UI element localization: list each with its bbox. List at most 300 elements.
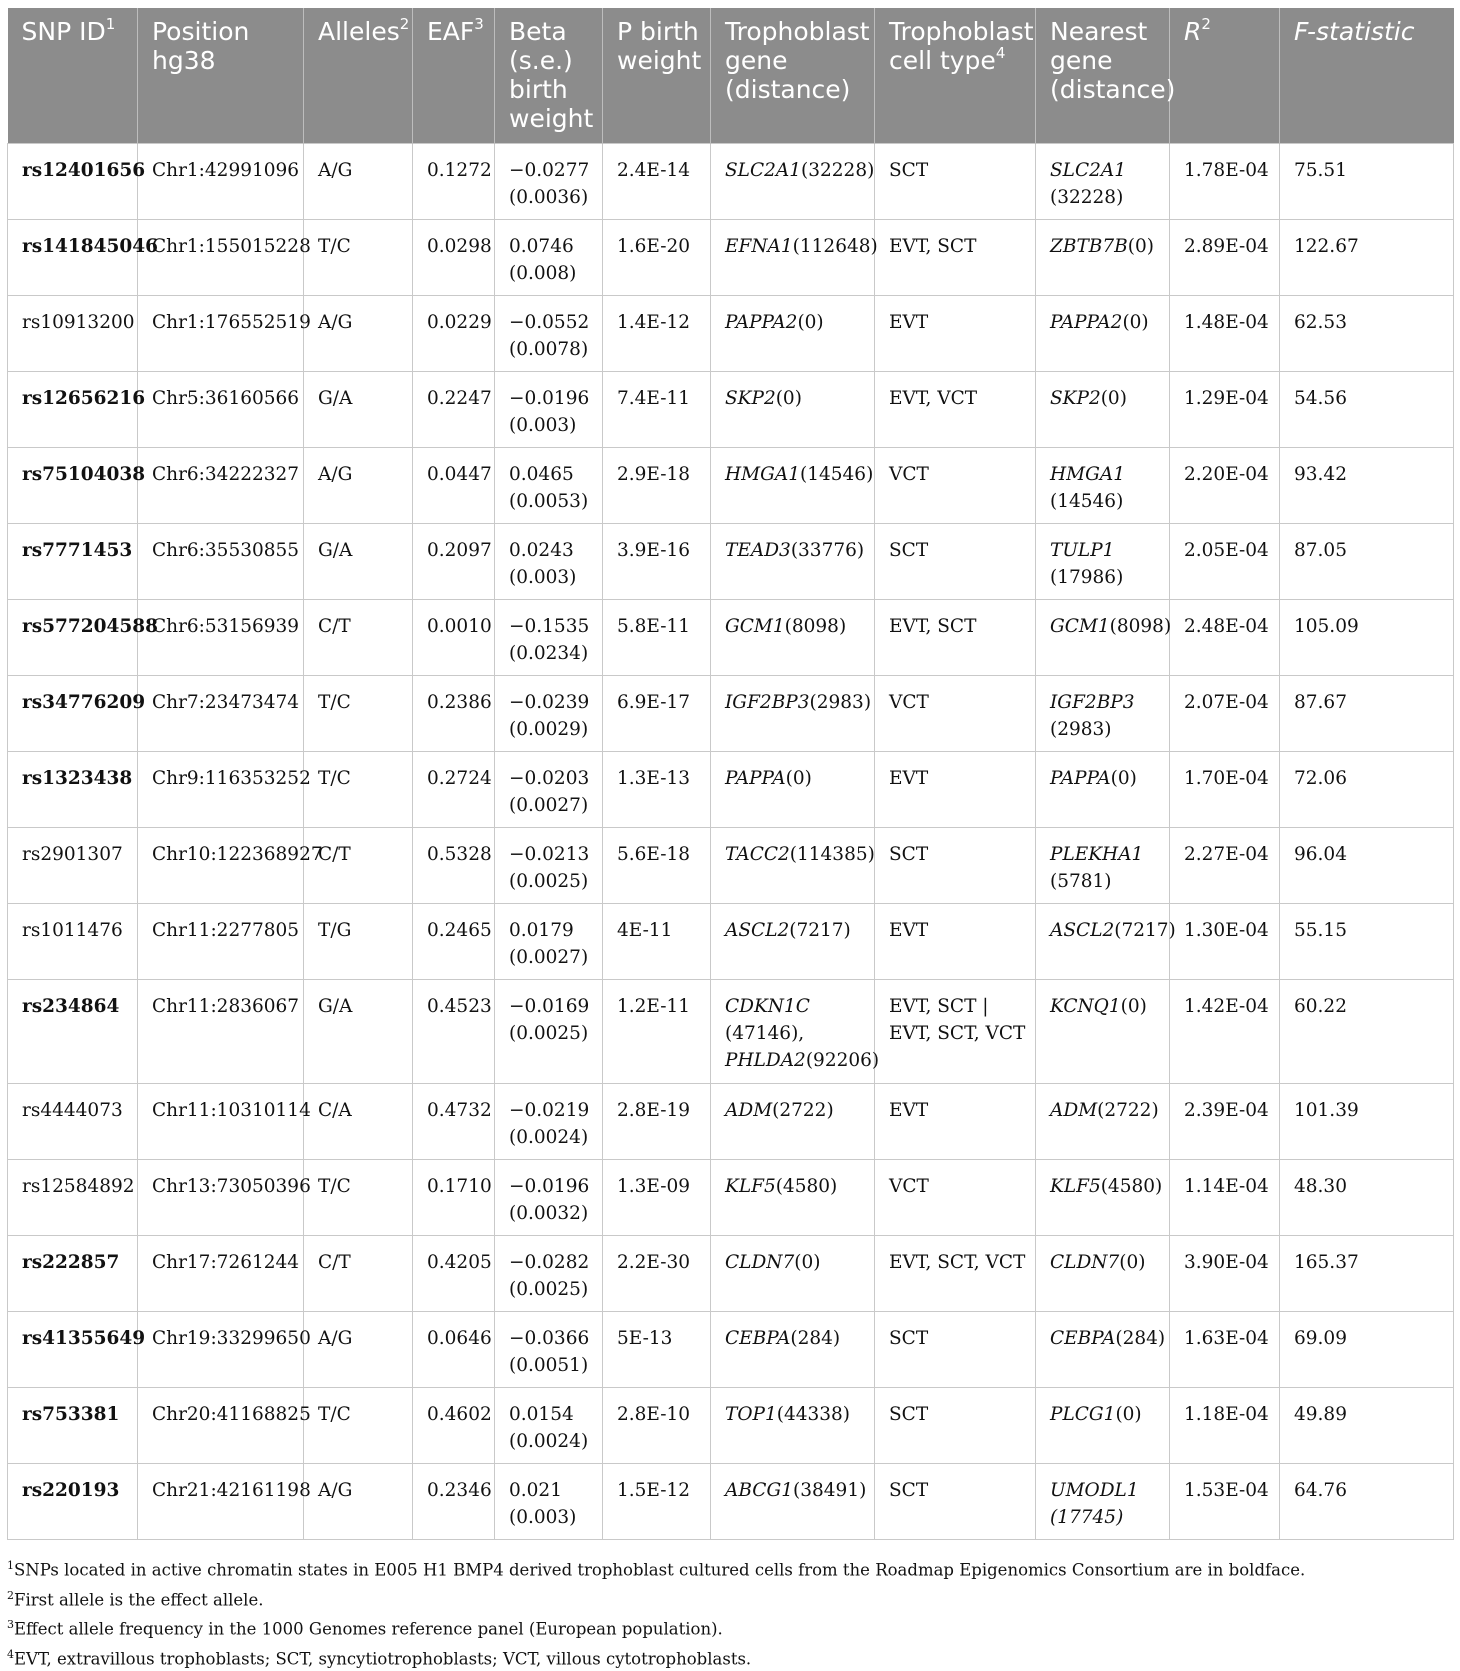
- column-header-text: R: [1184, 17, 1201, 46]
- cell-type: SCT: [889, 844, 928, 865]
- r2-cell: [1170, 448, 1280, 524]
- trophoblast-gene-distance: (32228): [801, 160, 874, 181]
- alleles: C/T: [318, 616, 351, 637]
- trophoblast-gene: EFNA1: [725, 236, 793, 257]
- beta-se: (0.0051): [509, 1355, 588, 1376]
- position-cell: [138, 296, 304, 372]
- trophoblast-gene-cell: [711, 1312, 875, 1388]
- nearest-gene-cell: [1036, 600, 1170, 676]
- nearest-gene-cell: [1036, 1388, 1170, 1464]
- beta-cell: [495, 828, 603, 904]
- footnote: [7, 1612, 1453, 1642]
- position-cell: [138, 1236, 304, 1312]
- r2-cell: [1170, 676, 1280, 752]
- position-cell: [138, 676, 304, 752]
- nearest-gene: PAPPA: [1050, 768, 1111, 789]
- nearest-gene-cell: [1036, 372, 1170, 448]
- f-statistic-cell: [1280, 1312, 1454, 1388]
- position-cell: [138, 600, 304, 676]
- eaf-cell: [413, 676, 495, 752]
- footnote-text: First allele is the effect allele.: [14, 1590, 263, 1609]
- p-value-cell: [603, 1160, 711, 1236]
- column-header-text: F-statistic: [1294, 17, 1414, 46]
- p-value: 1.2E-11: [617, 996, 690, 1017]
- p-value-cell: [603, 448, 711, 524]
- nearest-gene-distance: (0): [1119, 1252, 1145, 1273]
- beta: −0.0213: [509, 844, 589, 865]
- p-value: 2.4E-14: [617, 160, 690, 181]
- nearest-gene-cell: [1036, 1464, 1170, 1540]
- snp-id-cell: [8, 1236, 138, 1312]
- trophoblast-gene-distance: (8098): [785, 616, 847, 637]
- beta-cell: [495, 752, 603, 828]
- eaf: 0.0298: [427, 236, 492, 257]
- f-statistic-cell: [1280, 296, 1454, 372]
- beta-se: (0.0027): [509, 947, 588, 968]
- snp-id-cell: [8, 220, 138, 296]
- snp-table: [7, 8, 1454, 1540]
- column-header-text: Nearest gene (distance): [1050, 17, 1175, 104]
- eaf-cell: [413, 980, 495, 1084]
- column-header: [1170, 8, 1280, 144]
- cell-type: EVT: [889, 768, 928, 789]
- snp-id: rs222857: [22, 1252, 119, 1273]
- r2: 1.78E-04: [1184, 160, 1269, 181]
- position: Chr20:41168825: [152, 1404, 311, 1425]
- cell-type: SCT: [889, 540, 928, 561]
- f-statistic-cell: [1280, 980, 1454, 1084]
- position: Chr17:7261244: [152, 1252, 299, 1273]
- column-header: [413, 8, 495, 144]
- snp-id-cell: [8, 448, 138, 524]
- beta-cell: [495, 448, 603, 524]
- trophoblast-gene-distance: (33776): [791, 540, 864, 561]
- r2: 1.53E-04: [1184, 1480, 1269, 1501]
- beta-cell: [495, 144, 603, 220]
- beta: −0.0282: [509, 1252, 589, 1273]
- trophoblast-gene-distance: (44338): [777, 1404, 850, 1425]
- snp-id: rs12656216: [22, 388, 145, 409]
- snp-id-cell: [8, 1464, 138, 1540]
- f-statistic-cell: [1280, 1160, 1454, 1236]
- beta-cell: [495, 1312, 603, 1388]
- table-row: [8, 980, 1454, 1084]
- snp-id-cell: [8, 296, 138, 372]
- position-cell: [138, 372, 304, 448]
- column-header: [711, 8, 875, 144]
- nearest-gene-distance: (0): [1115, 1404, 1141, 1425]
- alleles-cell: [304, 448, 413, 524]
- snp-id: rs10913200: [22, 312, 135, 333]
- p-value: 2.8E-10: [617, 1404, 690, 1425]
- f-statistic-cell: [1280, 372, 1454, 448]
- f-statistic: 165.37: [1294, 1252, 1359, 1273]
- eaf-cell: [413, 448, 495, 524]
- nearest-gene-cell: [1036, 904, 1170, 980]
- p-value-cell: [603, 1084, 711, 1160]
- nearest-gene: CLDN7: [1050, 1252, 1119, 1273]
- snp-id-cell: [8, 904, 138, 980]
- p-value: 2.2E-30: [617, 1252, 690, 1273]
- r2-cell: [1170, 980, 1280, 1084]
- r2: 1.29E-04: [1184, 388, 1269, 409]
- eaf: 0.0447: [427, 464, 492, 485]
- trophoblast-gene: ADM: [725, 1100, 772, 1121]
- trophoblast-gene: ASCL2: [725, 920, 789, 941]
- beta: 0.0243: [509, 540, 574, 561]
- cell-type: EVT, SCT: [889, 616, 976, 637]
- f-statistic-cell: [1280, 448, 1454, 524]
- cell-type: EVT, SCT: [889, 236, 976, 257]
- alleles: T/C: [318, 692, 351, 713]
- table-container: [7, 8, 1453, 1540]
- alleles: T/C: [318, 768, 351, 789]
- alleles-cell: [304, 600, 413, 676]
- r2: 1.70E-04: [1184, 768, 1269, 789]
- trophoblast-gene-distance: (0): [776, 388, 802, 409]
- trophoblast-gene-distance: (114385): [790, 844, 875, 865]
- footnote-marker: 1: [7, 1559, 14, 1572]
- trophoblast-gene-cell: [711, 1464, 875, 1540]
- snp-id-cell: [8, 980, 138, 1084]
- alleles-cell: [304, 1388, 413, 1464]
- nearest-gene-distance: (0): [1111, 768, 1137, 789]
- snp-id: rs141845046: [22, 236, 158, 257]
- f-statistic: 69.09: [1294, 1328, 1347, 1349]
- cell-type: EVT: [889, 1100, 928, 1121]
- column-header-text: Beta (s.e.) birth weight: [509, 17, 593, 133]
- trophoblast-gene: CEBPA: [725, 1328, 790, 1349]
- p-value-cell: [603, 1388, 711, 1464]
- cell-type-cell: [875, 752, 1036, 828]
- r2-cell: [1170, 752, 1280, 828]
- trophoblast-gene: KLF5: [725, 1176, 776, 1197]
- column-header-sup: 3: [474, 15, 484, 33]
- cell-type: EVT: [889, 312, 928, 333]
- cell-type: EVT, SCT, VCT: [889, 1252, 1025, 1273]
- cell-type-cell: [875, 448, 1036, 524]
- trophoblast-gene-cell: [711, 828, 875, 904]
- snp-id: rs12401656: [22, 160, 145, 181]
- alleles: G/A: [318, 388, 352, 409]
- nearest-gene: PLCG1: [1050, 1404, 1115, 1425]
- nearest-gene-cell: [1036, 524, 1170, 600]
- alleles-cell: [304, 980, 413, 1084]
- snp-id: rs2901307: [22, 844, 123, 865]
- beta: −0.0203: [509, 768, 589, 789]
- r2-cell: [1170, 1464, 1280, 1540]
- footnotes: [7, 1553, 1453, 1671]
- beta: −0.0219: [509, 1100, 589, 1121]
- beta-cell: [495, 220, 603, 296]
- alleles-cell: [304, 1464, 413, 1540]
- f-statistic: 122.67: [1294, 236, 1359, 257]
- cell-type: VCT: [889, 692, 929, 713]
- position-cell: [138, 448, 304, 524]
- p-value-cell: [603, 220, 711, 296]
- eaf: 0.2097: [427, 540, 492, 561]
- alleles: C/T: [318, 1252, 351, 1273]
- eaf-cell: [413, 904, 495, 980]
- beta-se: (0.003): [509, 1507, 576, 1528]
- p-value: 6.9E-17: [617, 692, 690, 713]
- nearest-gene-cell: [1036, 1312, 1170, 1388]
- p-value: 7.4E-11: [617, 388, 690, 409]
- trophoblast-gene: GCM1: [725, 616, 785, 637]
- position: Chr21:42161198: [152, 1480, 311, 1501]
- table-row: [8, 144, 1454, 220]
- position-cell: [138, 1464, 304, 1540]
- alleles: T/C: [318, 236, 351, 257]
- eaf: 0.2386: [427, 692, 492, 713]
- table-row: [8, 1312, 1454, 1388]
- trophoblast-gene-distance: (14546): [800, 464, 873, 485]
- eaf: 0.4205: [427, 1252, 492, 1273]
- f-statistic-cell: [1280, 904, 1454, 980]
- r2-cell: [1170, 1388, 1280, 1464]
- position: Chr13:73050396: [152, 1176, 311, 1197]
- snp-id: rs753381: [22, 1404, 119, 1425]
- snp-id-cell: [8, 524, 138, 600]
- nearest-gene: UMODL1: [1050, 1480, 1139, 1501]
- nearest-gene-distance: (0): [1128, 236, 1154, 257]
- position-cell: [138, 1388, 304, 1464]
- table-row: [8, 752, 1454, 828]
- snp-id-cell: [8, 144, 138, 220]
- p-value: 2.8E-19: [617, 1100, 690, 1121]
- r2-cell: [1170, 600, 1280, 676]
- nearest-gene-distance: (14546): [1050, 491, 1123, 512]
- nearest-gene-cell: [1036, 296, 1170, 372]
- eaf-cell: [413, 1084, 495, 1160]
- position-cell: [138, 524, 304, 600]
- trophoblast-gene-distance: (0): [786, 768, 812, 789]
- p-value: 5.8E-11: [617, 616, 690, 637]
- r2-cell: [1170, 524, 1280, 600]
- trophoblast-gene-cell: [711, 1236, 875, 1312]
- table-row: [8, 1160, 1454, 1236]
- f-statistic-cell: [1280, 220, 1454, 296]
- p-value-cell: [603, 372, 711, 448]
- snp-id: rs577204588: [22, 616, 158, 637]
- alleles-cell: [304, 1312, 413, 1388]
- nearest-gene-distance: (32228): [1050, 187, 1123, 208]
- p-value-cell: [603, 600, 711, 676]
- alleles-cell: [304, 676, 413, 752]
- nearest-gene: SLC2A1: [1050, 160, 1126, 181]
- r2-cell: [1170, 372, 1280, 448]
- alleles-cell: [304, 296, 413, 372]
- alleles: A/G: [318, 464, 352, 485]
- eaf: 0.4523: [427, 996, 492, 1017]
- position: Chr11:2277805: [152, 920, 299, 941]
- nearest-gene: SKP2: [1050, 388, 1101, 409]
- position: Chr1:42991096: [152, 160, 299, 181]
- f-statistic: 75.51: [1294, 160, 1347, 181]
- trophoblast-gene-cell: [711, 752, 875, 828]
- p-value-cell: [603, 524, 711, 600]
- cell-type: EVT, VCT: [889, 388, 977, 409]
- trophoblast-gene-distance: (2983): [810, 692, 872, 713]
- position: Chr6:53156939: [152, 616, 299, 637]
- trophoblast-gene-cell: [711, 1084, 875, 1160]
- alleles: G/A: [318, 540, 352, 561]
- f-statistic: 48.30: [1294, 1176, 1347, 1197]
- trophoblast-gene-cell: [711, 600, 875, 676]
- column-header: [1036, 8, 1170, 144]
- p-value-cell: [603, 828, 711, 904]
- nearest-gene-distance: (7217): [1114, 920, 1176, 941]
- footnote-marker: 2: [7, 1589, 14, 1602]
- nearest-gene-cell: [1036, 1160, 1170, 1236]
- nearest-gene: ASCL2: [1050, 920, 1114, 941]
- column-header: [1280, 8, 1454, 144]
- alleles: A/G: [318, 1480, 352, 1501]
- position: Chr11:10310114: [152, 1100, 311, 1121]
- cell-type: SCT: [889, 1404, 928, 1425]
- r2: 2.89E-04: [1184, 236, 1269, 257]
- cell-type-cell: [875, 1236, 1036, 1312]
- snp-id: rs41355649: [22, 1328, 145, 1349]
- trophoblast-gene-2-distance: (92206): [806, 1050, 879, 1071]
- f-statistic-cell: [1280, 1388, 1454, 1464]
- cell-type: VCT: [889, 464, 929, 485]
- nearest-gene-cell: [1036, 448, 1170, 524]
- nearest-gene-cell: [1036, 676, 1170, 752]
- position: Chr1:176552519: [152, 312, 311, 333]
- table-row: [8, 828, 1454, 904]
- column-header-text: EAF: [427, 17, 474, 46]
- table-row: [8, 524, 1454, 600]
- trophoblast-gene-distance: (38491): [793, 1480, 866, 1501]
- footnote: [7, 1642, 1453, 1671]
- position: Chr9:116353252: [152, 768, 311, 789]
- nearest-gene-distance: (17745): [1050, 1507, 1123, 1528]
- p-value: 2.9E-18: [617, 464, 690, 485]
- trophoblast-gene: HMGA1: [725, 464, 800, 485]
- snp-id-cell: [8, 1388, 138, 1464]
- trophoblast-gene-cell: [711, 296, 875, 372]
- beta-cell: [495, 904, 603, 980]
- table-row: [8, 1464, 1454, 1540]
- cell-type-cell: [875, 1312, 1036, 1388]
- nearest-gene-distance: (2983): [1050, 719, 1112, 740]
- r2: 1.18E-04: [1184, 1404, 1269, 1425]
- alleles: A/G: [318, 312, 352, 333]
- nearest-gene-cell: [1036, 220, 1170, 296]
- trophoblast-gene: CLDN7: [725, 1252, 794, 1273]
- beta-se: (0.0053): [509, 491, 588, 512]
- eaf: 0.0010: [427, 616, 492, 637]
- position-cell: [138, 1312, 304, 1388]
- table-row: [8, 220, 1454, 296]
- f-statistic-cell: [1280, 524, 1454, 600]
- alleles-cell: [304, 220, 413, 296]
- column-header-sup: 1: [106, 15, 116, 33]
- beta-se: (0.0025): [509, 1023, 588, 1044]
- trophoblast-gene-distance: (284): [790, 1328, 840, 1349]
- nearest-gene: ADM: [1050, 1100, 1097, 1121]
- beta-se: (0.0027): [509, 795, 588, 816]
- snp-id-cell: [8, 676, 138, 752]
- r2: 1.63E-04: [1184, 1328, 1269, 1349]
- r2: 2.27E-04: [1184, 844, 1269, 865]
- beta-se: (0.0024): [509, 1127, 588, 1148]
- beta-cell: [495, 676, 603, 752]
- trophoblast-gene-cell: [711, 904, 875, 980]
- beta-cell: [495, 1464, 603, 1540]
- footnote: [7, 1583, 1453, 1613]
- alleles-cell: [304, 1084, 413, 1160]
- trophoblast-gene-cell: [711, 676, 875, 752]
- p-value-cell: [603, 676, 711, 752]
- nearest-gene-distance: (0): [1122, 312, 1148, 333]
- r2: 1.48E-04: [1184, 312, 1269, 333]
- eaf-cell: [413, 1388, 495, 1464]
- f-statistic: 101.39: [1294, 1100, 1359, 1121]
- r2: 1.42E-04: [1184, 996, 1269, 1017]
- eaf-cell: [413, 220, 495, 296]
- r2-cell: [1170, 1160, 1280, 1236]
- cell-type-cell: [875, 1160, 1036, 1236]
- table-row: [8, 1388, 1454, 1464]
- trophoblast-gene-cell: [711, 220, 875, 296]
- table-row: [8, 372, 1454, 448]
- trophoblast-gene-distance: (47146),: [725, 1023, 804, 1044]
- column-header: [495, 8, 603, 144]
- trophoblast-gene: CDKN1C: [725, 996, 810, 1017]
- trophoblast-gene-cell: [711, 980, 875, 1084]
- position-cell: [138, 980, 304, 1084]
- trophoblast-gene-cell: [711, 448, 875, 524]
- alleles-cell: [304, 904, 413, 980]
- eaf: 0.4602: [427, 1404, 492, 1425]
- cell-type-cell: [875, 296, 1036, 372]
- beta-cell: [495, 1084, 603, 1160]
- position: Chr5:36160566: [152, 388, 299, 409]
- cell-type-cell: [875, 524, 1036, 600]
- p-value: 4E-11: [617, 920, 672, 941]
- nearest-gene-cell: [1036, 144, 1170, 220]
- cell-type-cell: [875, 372, 1036, 448]
- nearest-gene-distance: (17986): [1050, 567, 1123, 588]
- snp-id-cell: [8, 600, 138, 676]
- nearest-gene-distance: (2722): [1097, 1100, 1159, 1121]
- position: Chr7:23473474: [152, 692, 299, 713]
- alleles-cell: [304, 752, 413, 828]
- position-cell: [138, 1160, 304, 1236]
- trophoblast-gene-distance: (2722): [772, 1100, 834, 1121]
- trophoblast-gene-cell: [711, 372, 875, 448]
- trophoblast-gene: PAPPA: [725, 768, 786, 789]
- r2: 2.07E-04: [1184, 692, 1269, 713]
- f-statistic: 87.67: [1294, 692, 1347, 713]
- p-value: 1.3E-13: [617, 768, 690, 789]
- trophoblast-gene: TOP1: [725, 1404, 777, 1425]
- trophoblast-gene: ABCG1: [725, 1480, 793, 1501]
- nearest-gene: KLF5: [1050, 1176, 1101, 1197]
- snp-id: rs12584892: [22, 1176, 135, 1197]
- column-header-text: SNP ID: [22, 17, 106, 46]
- eaf-cell: [413, 752, 495, 828]
- eaf-cell: [413, 1160, 495, 1236]
- snp-id: rs75104038: [22, 464, 145, 485]
- beta-cell: [495, 296, 603, 372]
- r2-cell: [1170, 1084, 1280, 1160]
- cell-type: EVT: [889, 920, 928, 941]
- p-value-cell: [603, 1464, 711, 1540]
- p-value: 5E-13: [617, 1328, 672, 1349]
